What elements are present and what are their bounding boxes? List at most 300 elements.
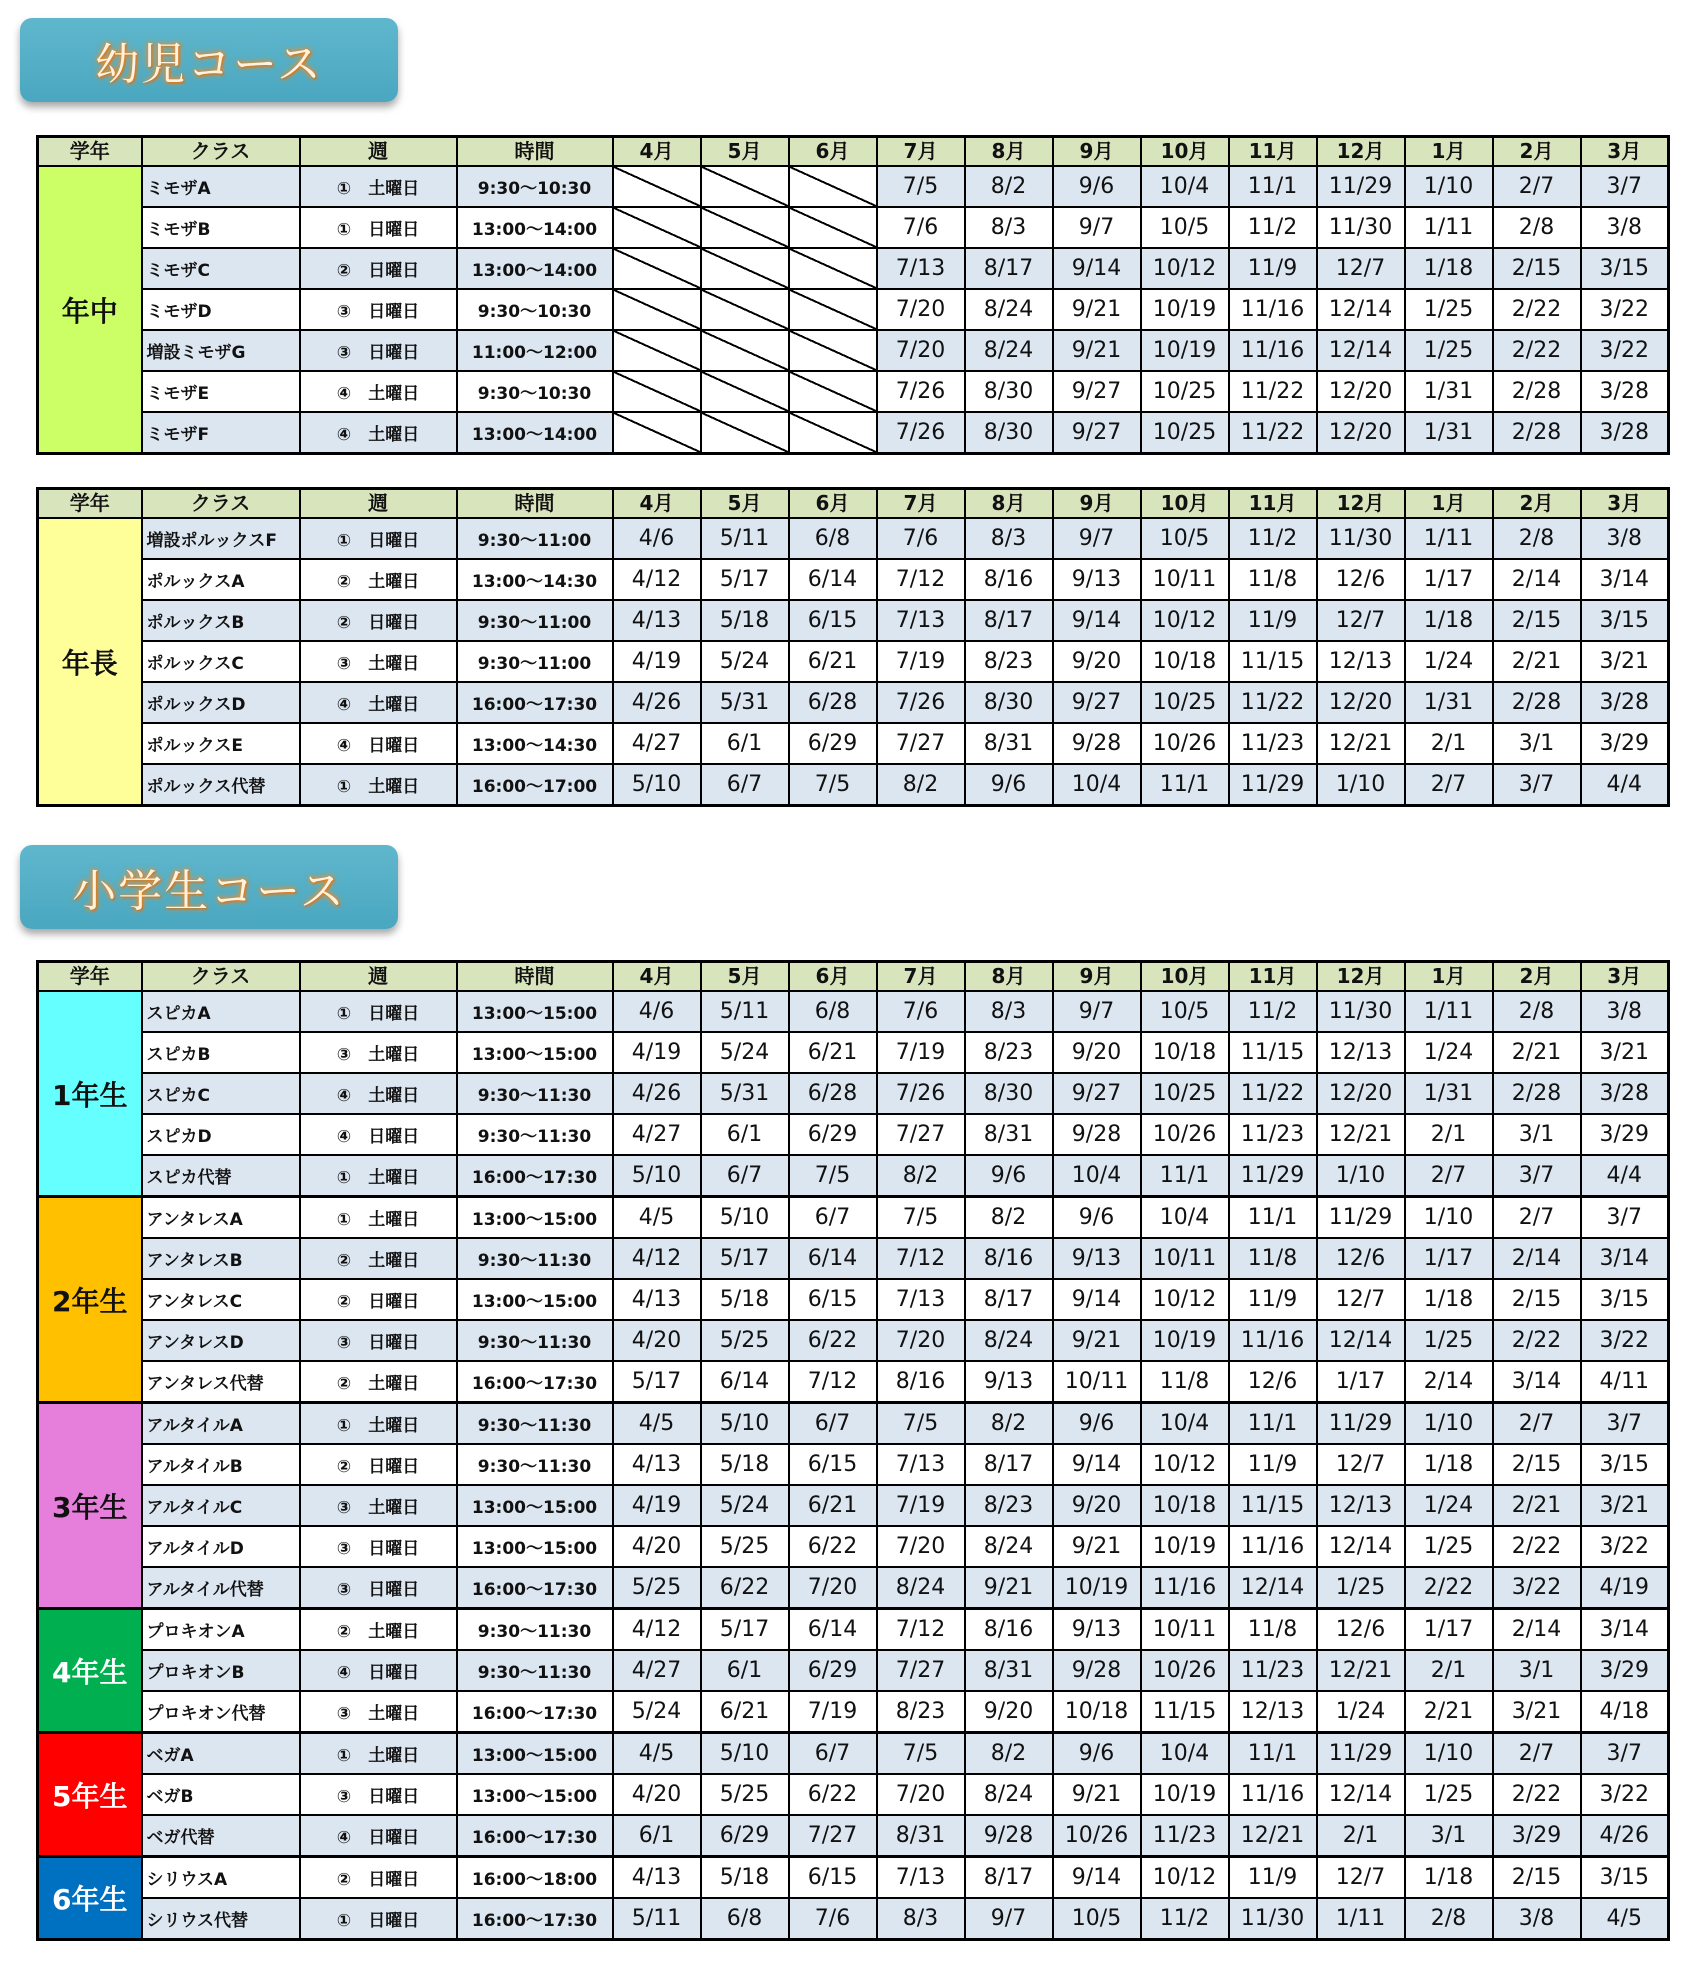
time-cell: 13:00～14:00	[457, 207, 613, 248]
date-cell: 6/21	[789, 1485, 877, 1526]
schedule-table-elementary	[36, 960, 1670, 1941]
class-name-cell: アルタイルA	[142, 1403, 300, 1445]
date-cell: 6/29	[789, 723, 877, 764]
date-cell: 8/24	[965, 289, 1053, 330]
date-cell: 4/27	[613, 1114, 701, 1155]
date-cell: 8/2	[877, 1155, 965, 1197]
no-session-cell	[789, 330, 877, 371]
date-cell: 2/15	[1493, 1857, 1581, 1899]
table-row	[38, 248, 1669, 289]
date-cell: 9/14	[1053, 1444, 1141, 1485]
column-header: 3月	[1581, 137, 1669, 167]
date-cell: 7/5	[789, 764, 877, 806]
time-cell: 16:00～17:30	[457, 1567, 613, 1609]
column-header: 2月	[1493, 962, 1581, 992]
date-cell: 8/31	[965, 1650, 1053, 1691]
date-cell: 2/7	[1493, 1197, 1581, 1239]
week-cell: ④ 土曜日	[300, 682, 457, 723]
table-row	[38, 682, 1669, 723]
date-cell: 3/8	[1493, 1898, 1581, 1940]
column-header: 週	[300, 962, 457, 992]
date-cell: 2/7	[1405, 764, 1493, 806]
table-row	[38, 1197, 1669, 1239]
date-cell: 6/7	[789, 1733, 877, 1775]
date-cell: 10/4	[1053, 1155, 1141, 1197]
table-row	[38, 1403, 1669, 1445]
section-banner-preschool	[20, 18, 398, 102]
date-cell: 11/8	[1229, 1238, 1317, 1279]
column-header: 10月	[1141, 962, 1229, 992]
date-cell: 6/7	[789, 1197, 877, 1239]
week-cell: ② 土曜日	[300, 1238, 457, 1279]
grade-cell: 年長	[38, 518, 142, 806]
class-name-cell: ポルックスA	[142, 559, 300, 600]
class-name-cell: ポルックス代替	[142, 764, 300, 806]
column-header: 学年	[38, 962, 142, 992]
week-cell: ④ 日曜日	[300, 1815, 457, 1857]
date-cell: 4/13	[613, 1857, 701, 1899]
date-cell: 6/22	[701, 1567, 789, 1609]
date-cell: 10/26	[1141, 1650, 1229, 1691]
time-cell: 16:00～17:30	[457, 1898, 613, 1940]
date-cell: 10/4	[1141, 166, 1229, 207]
date-cell: 8/17	[965, 1857, 1053, 1899]
column-header: 2月	[1493, 489, 1581, 519]
date-cell: 4/6	[613, 991, 701, 1032]
date-cell: 7/6	[877, 207, 965, 248]
time-cell: 16:00～17:30	[457, 1815, 613, 1857]
class-name-cell: アルタイル代替	[142, 1567, 300, 1609]
date-cell: 11/23	[1229, 1650, 1317, 1691]
column-header: クラス	[142, 962, 300, 992]
date-cell: 11/15	[1229, 641, 1317, 682]
date-cell: 11/1	[1141, 764, 1229, 806]
date-cell: 9/7	[1053, 207, 1141, 248]
no-session-cell	[701, 412, 789, 454]
date-cell: 11/22	[1229, 682, 1317, 723]
date-cell: 9/13	[1053, 1238, 1141, 1279]
class-name-cell: ミモザF	[142, 412, 300, 454]
date-cell: 1/25	[1317, 1567, 1405, 1609]
date-cell: 9/21	[1053, 1526, 1141, 1567]
date-cell: 8/2	[965, 166, 1053, 207]
date-cell: 5/25	[701, 1320, 789, 1361]
date-cell: 2/22	[1493, 330, 1581, 371]
schedule-table-nencho	[36, 487, 1670, 807]
time-cell: 9:30～11:30	[457, 1073, 613, 1114]
date-cell: 4/4	[1581, 764, 1669, 806]
date-cell: 10/12	[1141, 248, 1229, 289]
date-cell: 5/24	[701, 1032, 789, 1073]
date-cell: 8/24	[965, 1774, 1053, 1815]
date-cell: 11/2	[1229, 207, 1317, 248]
week-cell: ③ 日曜日	[300, 1774, 457, 1815]
class-name-cell: アルタイルD	[142, 1526, 300, 1567]
week-cell: ④ 土曜日	[300, 371, 457, 412]
date-cell: 1/24	[1405, 1485, 1493, 1526]
date-cell: 1/18	[1405, 600, 1493, 641]
date-cell: 7/13	[877, 600, 965, 641]
date-cell: 9/20	[965, 1691, 1053, 1733]
date-cell: 1/25	[1405, 289, 1493, 330]
date-cell: 2/21	[1405, 1691, 1493, 1733]
column-header: 9月	[1053, 962, 1141, 992]
date-cell: 11/23	[1141, 1815, 1229, 1857]
date-cell: 8/30	[965, 371, 1053, 412]
date-cell: 2/15	[1493, 248, 1581, 289]
date-cell: 3/14	[1581, 1238, 1669, 1279]
date-cell: 2/7	[1405, 1155, 1493, 1197]
date-cell: 12/7	[1317, 1279, 1405, 1320]
class-name-cell: スピカ代替	[142, 1155, 300, 1197]
table-row	[38, 1526, 1669, 1567]
week-cell: ② 日曜日	[300, 1279, 457, 1320]
time-cell: 13:00～15:00	[457, 1526, 613, 1567]
column-header: 1月	[1405, 489, 1493, 519]
date-cell: 10/12	[1141, 1279, 1229, 1320]
date-cell: 7/27	[789, 1815, 877, 1857]
column-header: 9月	[1053, 137, 1141, 167]
date-cell: 10/5	[1141, 207, 1229, 248]
date-cell: 10/19	[1053, 1567, 1141, 1609]
date-cell: 4/26	[1581, 1815, 1669, 1857]
date-cell: 8/17	[965, 248, 1053, 289]
date-cell: 9/21	[965, 1567, 1053, 1609]
date-cell: 12/21	[1317, 1114, 1405, 1155]
table-row	[38, 289, 1669, 330]
date-cell: 8/2	[965, 1197, 1053, 1239]
date-cell: 11/8	[1141, 1361, 1229, 1403]
class-name-cell: アンタレスB	[142, 1238, 300, 1279]
date-cell: 12/7	[1317, 248, 1405, 289]
date-cell: 7/12	[877, 559, 965, 600]
time-cell: 13:00～15:00	[457, 991, 613, 1032]
date-cell: 10/26	[1141, 1114, 1229, 1155]
table-row	[38, 559, 1669, 600]
date-cell: 5/31	[701, 682, 789, 723]
date-cell: 3/21	[1581, 1485, 1669, 1526]
time-cell: 9:30～10:30	[457, 371, 613, 412]
date-cell: 10/19	[1141, 330, 1229, 371]
date-cell: 2/22	[1405, 1567, 1493, 1609]
date-cell: 6/21	[789, 1032, 877, 1073]
date-cell: 1/10	[1317, 764, 1405, 806]
date-cell: 7/6	[877, 518, 965, 559]
date-cell: 5/25	[701, 1526, 789, 1567]
no-session-cell	[701, 289, 789, 330]
table-row	[38, 1691, 1669, 1733]
date-cell: 3/8	[1581, 207, 1669, 248]
table-row	[38, 166, 1669, 207]
date-cell: 8/23	[965, 641, 1053, 682]
time-cell: 13:00～14:00	[457, 412, 613, 454]
date-cell: 9/27	[1053, 682, 1141, 723]
date-cell: 12/7	[1317, 600, 1405, 641]
no-session-cell	[613, 371, 701, 412]
column-header: 11月	[1229, 962, 1317, 992]
date-cell: 2/21	[1493, 1485, 1581, 1526]
week-cell: ④ 日曜日	[300, 1114, 457, 1155]
date-cell: 7/13	[877, 248, 965, 289]
date-cell: 2/8	[1493, 991, 1581, 1032]
class-name-cell: ミモザE	[142, 371, 300, 412]
date-cell: 12/13	[1229, 1691, 1317, 1733]
date-cell: 4/13	[613, 1444, 701, 1485]
class-name-cell: スピカA	[142, 991, 300, 1032]
date-cell: 11/9	[1229, 600, 1317, 641]
date-cell: 4/12	[613, 1609, 701, 1651]
date-cell: 1/10	[1405, 166, 1493, 207]
date-cell: 11/2	[1141, 1898, 1229, 1940]
date-cell: 1/11	[1405, 207, 1493, 248]
date-cell: 10/4	[1053, 764, 1141, 806]
date-cell: 3/14	[1581, 559, 1669, 600]
date-cell: 3/21	[1581, 641, 1669, 682]
date-cell: 9/7	[965, 1898, 1053, 1940]
date-cell: 9/14	[1053, 248, 1141, 289]
date-cell: 8/2	[965, 1403, 1053, 1445]
date-cell: 5/18	[701, 1444, 789, 1485]
time-cell: 13:00～15:00	[457, 1485, 613, 1526]
date-cell: 3/1	[1493, 723, 1581, 764]
column-header: 7月	[877, 137, 965, 167]
date-cell: 8/16	[965, 1609, 1053, 1651]
no-session-cell	[701, 166, 789, 207]
table-row	[38, 518, 1669, 559]
date-cell: 11/9	[1229, 1279, 1317, 1320]
date-cell: 11/15	[1229, 1032, 1317, 1073]
date-cell: 3/22	[1493, 1567, 1581, 1609]
date-cell: 3/7	[1581, 1733, 1669, 1775]
table-row	[38, 1155, 1669, 1197]
date-cell: 1/10	[1405, 1403, 1493, 1445]
date-cell: 7/20	[877, 1526, 965, 1567]
date-cell: 2/8	[1493, 207, 1581, 248]
date-cell: 1/11	[1317, 1898, 1405, 1940]
week-cell: ③ 土曜日	[300, 1032, 457, 1073]
no-session-cell	[789, 207, 877, 248]
date-cell: 6/14	[789, 1238, 877, 1279]
date-cell: 1/10	[1317, 1155, 1405, 1197]
date-cell: 2/7	[1493, 166, 1581, 207]
class-name-cell: ミモザC	[142, 248, 300, 289]
date-cell: 10/11	[1141, 559, 1229, 600]
no-session-cell	[613, 207, 701, 248]
date-cell: 6/15	[789, 1279, 877, 1320]
date-cell: 12/20	[1317, 682, 1405, 723]
date-cell: 11/16	[1229, 1774, 1317, 1815]
date-cell: 11/22	[1229, 1073, 1317, 1114]
date-cell: 2/14	[1493, 1238, 1581, 1279]
column-header: 1月	[1405, 962, 1493, 992]
date-cell: 1/10	[1405, 1733, 1493, 1775]
column-header: 時間	[457, 962, 613, 992]
date-cell: 4/12	[613, 559, 701, 600]
date-cell: 3/21	[1493, 1691, 1581, 1733]
date-cell: 11/8	[1229, 1609, 1317, 1651]
header-row	[38, 489, 1669, 519]
date-cell: 7/12	[877, 1609, 965, 1651]
class-name-cell: ポルックスC	[142, 641, 300, 682]
date-cell: 7/26	[877, 371, 965, 412]
date-cell: 7/13	[877, 1444, 965, 1485]
class-name-cell: アルタイルC	[142, 1485, 300, 1526]
date-cell: 11/29	[1317, 1403, 1405, 1445]
column-header: 8月	[965, 962, 1053, 992]
date-cell: 10/18	[1141, 1485, 1229, 1526]
date-cell: 7/19	[877, 1485, 965, 1526]
week-cell: ④ 日曜日	[300, 1650, 457, 1691]
date-cell: 6/15	[789, 1444, 877, 1485]
class-name-cell: ポルックスE	[142, 723, 300, 764]
week-cell: ③ 土曜日	[300, 1485, 457, 1526]
class-name-cell: ベガ代替	[142, 1815, 300, 1857]
date-cell: 6/1	[701, 1114, 789, 1155]
date-cell: 6/22	[789, 1320, 877, 1361]
date-cell: 9/20	[1053, 1485, 1141, 1526]
class-name-cell: アルタイルB	[142, 1444, 300, 1485]
column-header: 週	[300, 489, 457, 519]
date-cell: 8/24	[877, 1567, 965, 1609]
week-cell: ② 日曜日	[300, 1857, 457, 1899]
date-cell: 1/25	[1405, 1774, 1493, 1815]
date-cell: 5/17	[701, 1609, 789, 1651]
date-cell: 6/8	[789, 991, 877, 1032]
date-cell: 3/28	[1581, 682, 1669, 723]
time-cell: 13:00～15:00	[457, 1279, 613, 1320]
date-cell: 2/14	[1493, 559, 1581, 600]
date-cell: 4/19	[613, 641, 701, 682]
date-cell: 10/19	[1141, 1526, 1229, 1567]
table-row	[38, 371, 1669, 412]
date-cell: 12/14	[1317, 289, 1405, 330]
column-header: 時間	[457, 489, 613, 519]
date-cell: 6/8	[789, 518, 877, 559]
column-header: 時間	[457, 137, 613, 167]
grade-cell: 4年生	[38, 1609, 142, 1733]
column-header: 6月	[789, 489, 877, 519]
date-cell: 9/14	[1053, 1857, 1141, 1899]
column-header: クラス	[142, 137, 300, 167]
date-cell: 12/21	[1229, 1815, 1317, 1857]
date-cell: 8/2	[877, 764, 965, 806]
date-cell: 10/12	[1141, 1857, 1229, 1899]
grade-cell: 1年生	[38, 991, 142, 1197]
date-cell: 5/25	[613, 1567, 701, 1609]
no-session-cell	[613, 289, 701, 330]
date-cell: 10/26	[1053, 1815, 1141, 1857]
date-cell: 7/26	[877, 412, 965, 454]
date-cell: 3/28	[1581, 371, 1669, 412]
date-cell: 11/29	[1317, 1197, 1405, 1239]
week-cell: ③ 日曜日	[300, 289, 457, 330]
class-name-cell: ポルックスD	[142, 682, 300, 723]
column-header: 3月	[1581, 962, 1669, 992]
date-cell: 11/15	[1141, 1691, 1229, 1733]
date-cell: 11/1	[1141, 1155, 1229, 1197]
class-name-cell: シリウス代替	[142, 1898, 300, 1940]
date-cell: 2/21	[1493, 1032, 1581, 1073]
date-cell: 3/1	[1493, 1650, 1581, 1691]
date-cell: 5/10	[701, 1403, 789, 1445]
date-cell: 8/16	[965, 1238, 1053, 1279]
date-cell: 5/18	[701, 1279, 789, 1320]
date-cell: 4/20	[613, 1320, 701, 1361]
date-cell: 4/18	[1581, 1691, 1669, 1733]
date-cell: 8/30	[965, 682, 1053, 723]
date-cell: 8/24	[965, 1320, 1053, 1361]
date-cell: 7/19	[877, 1032, 965, 1073]
no-session-cell	[701, 207, 789, 248]
date-cell: 4/11	[1581, 1361, 1669, 1403]
date-cell: 8/17	[965, 1279, 1053, 1320]
date-cell: 7/13	[877, 1279, 965, 1320]
section-title: 小学生コース	[72, 866, 346, 917]
column-header: 5月	[701, 489, 789, 519]
time-cell: 9:30～11:00	[457, 518, 613, 559]
date-cell: 5/10	[613, 764, 701, 806]
date-cell: 6/15	[789, 600, 877, 641]
no-session-cell	[789, 289, 877, 330]
date-cell: 2/21	[1493, 641, 1581, 682]
date-cell: 4/5	[613, 1733, 701, 1775]
date-cell: 8/31	[877, 1815, 965, 1857]
date-cell: 10/19	[1141, 289, 1229, 330]
date-cell: 3/7	[1493, 764, 1581, 806]
class-name-cell: シリウスA	[142, 1857, 300, 1899]
time-cell: 16:00～18:00	[457, 1857, 613, 1899]
no-session-cell	[789, 248, 877, 289]
date-cell: 10/25	[1141, 371, 1229, 412]
week-cell: ③ 土曜日	[300, 1691, 457, 1733]
date-cell: 7/5	[877, 1403, 965, 1445]
date-cell: 10/25	[1141, 1073, 1229, 1114]
date-cell: 12/6	[1317, 559, 1405, 600]
class-name-cell: アンタレス代替	[142, 1361, 300, 1403]
time-cell: 9:30～11:30	[457, 1650, 613, 1691]
date-cell: 8/30	[965, 1073, 1053, 1114]
date-cell: 1/18	[1405, 1279, 1493, 1320]
date-cell: 4/5	[613, 1197, 701, 1239]
time-cell: 9:30～11:00	[457, 600, 613, 641]
class-name-cell: スピカC	[142, 1073, 300, 1114]
date-cell: 3/1	[1405, 1815, 1493, 1857]
table-row	[38, 723, 1669, 764]
date-cell: 11/29	[1317, 1733, 1405, 1775]
column-header: 学年	[38, 137, 142, 167]
date-cell: 2/7	[1493, 1403, 1581, 1445]
week-cell: ② 日曜日	[300, 1444, 457, 1485]
time-cell: 9:30～11:30	[457, 1609, 613, 1651]
date-cell: 11/29	[1229, 764, 1317, 806]
date-cell: 7/26	[877, 1073, 965, 1114]
column-header: 6月	[789, 137, 877, 167]
week-cell: ① 土曜日	[300, 1403, 457, 1445]
grade-cell: 年中	[38, 166, 142, 454]
date-cell: 1/31	[1405, 412, 1493, 454]
date-cell: 10/11	[1053, 1361, 1141, 1403]
date-cell: 8/17	[965, 600, 1053, 641]
schedule-table-nenchu	[36, 135, 1670, 455]
date-cell: 3/8	[1581, 518, 1669, 559]
grade-cell: 2年生	[38, 1197, 142, 1403]
date-cell: 11/29	[1229, 1155, 1317, 1197]
week-cell: ④ 日曜日	[300, 723, 457, 764]
table-row	[38, 1114, 1669, 1155]
column-header: 4月	[613, 489, 701, 519]
class-name-cell: ミモザA	[142, 166, 300, 207]
date-cell: 2/14	[1493, 1609, 1581, 1651]
